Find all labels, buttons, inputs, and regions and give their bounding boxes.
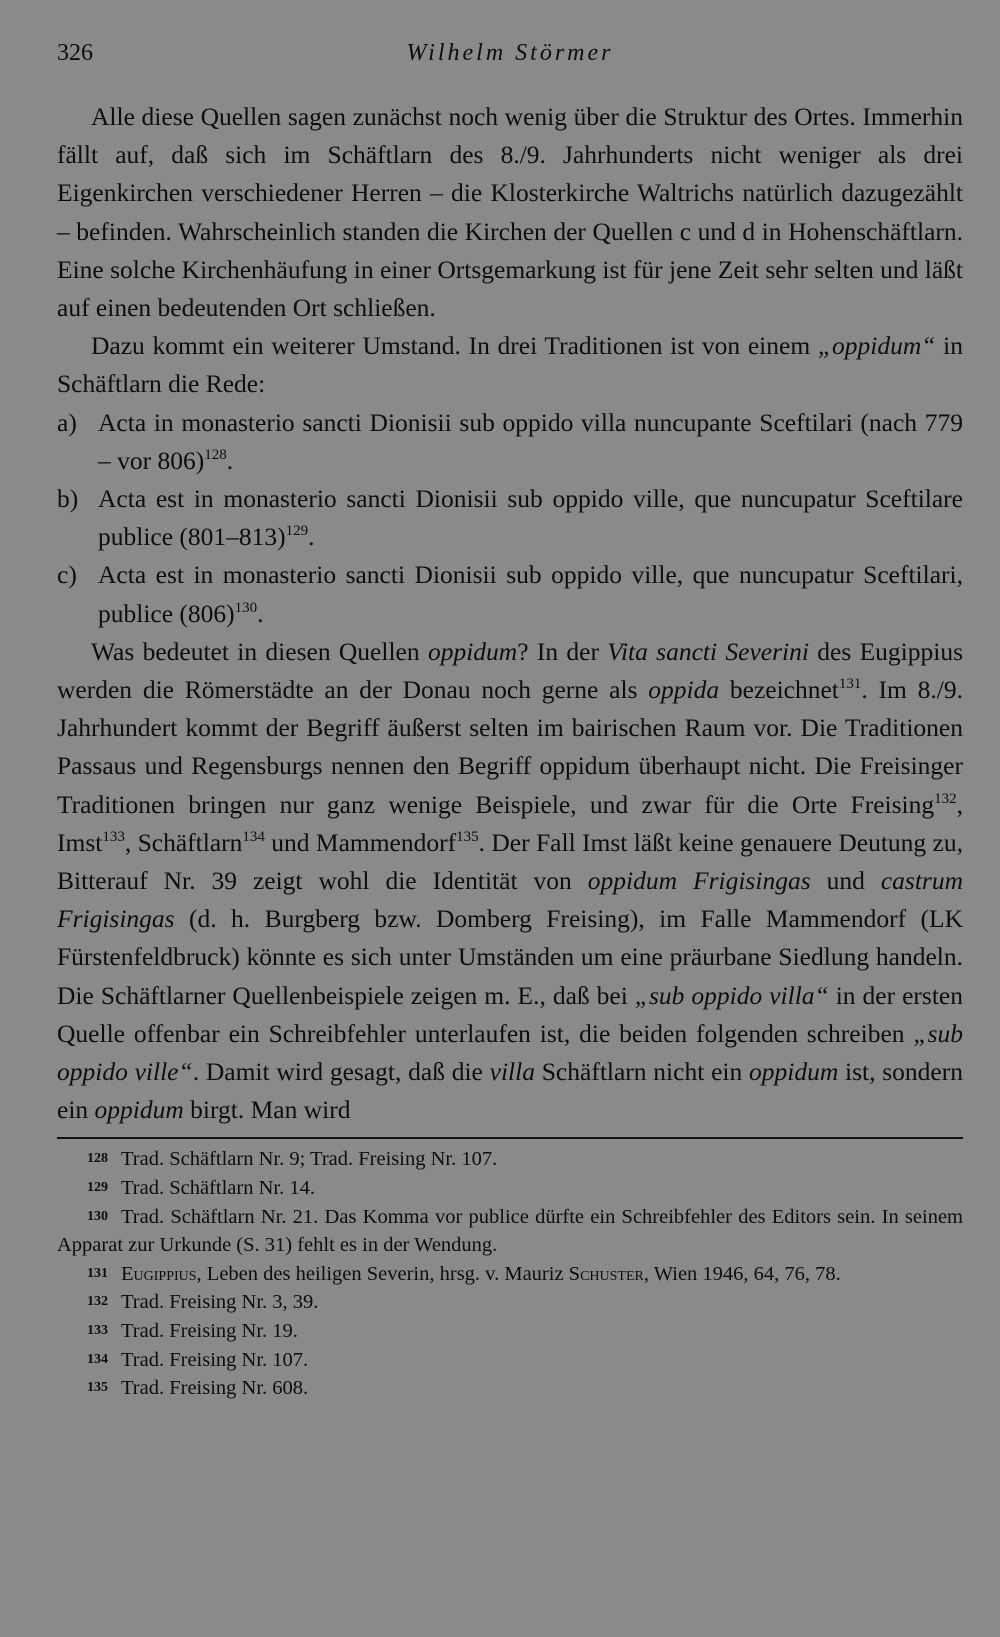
paragraph-2-text: Dazu kommt ein weiterer Umstand. In drei Traditionen ist von einem bbox=[91, 331, 818, 361]
footnote-ref[interactable]: 133 bbox=[102, 828, 125, 845]
list-item-a bbox=[57, 404, 963, 480]
paragraph-3 bbox=[57, 633, 963, 1130]
list-text: Acta in monasterio sancti Dionisii sub oppido villa nuncupante Sceftilari (nach 779 – vor 806) bbox=[98, 407, 963, 475]
footnote-133 bbox=[57, 1317, 963, 1346]
text-run: , Schäftlarn bbox=[124, 827, 243, 857]
text-run: bezeichnet bbox=[719, 675, 839, 705]
editor-name: Schuster bbox=[568, 1262, 644, 1285]
footnote-text: , Leben des heiligen Severin, hrsg. v. Mauriz bbox=[196, 1262, 569, 1285]
page bbox=[57, 36, 963, 1403]
footnote-text: Trad. Freising Nr. 107. bbox=[121, 1348, 309, 1371]
footnote-text: , Wien 1946, 64, 76, 78. bbox=[643, 1262, 841, 1285]
footnote-number: 129 bbox=[87, 1180, 108, 1196]
text-run: ? In der bbox=[517, 636, 608, 666]
footnote-text: Trad. Schäftlarn Nr. 21. Das Komma vor publice dürfte ein Schreibfehler des Editors sein. In seinem Apparat zur Urkunde (S. 31) fehlt es in der Wendung. bbox=[57, 1205, 963, 1257]
list-text-end: . bbox=[257, 598, 264, 628]
text-run: birgt. Man wird bbox=[183, 1095, 351, 1125]
italic-quote: „sub oppido villa“ bbox=[634, 980, 829, 1010]
text-run: und Mammendorf bbox=[264, 827, 457, 857]
italic-term: villa bbox=[489, 1057, 535, 1087]
source-list bbox=[57, 404, 963, 633]
list-text: Acta est in monasterio sancti Dionisii sub oppido ville, que nuncupatur Sceftilare publice (801–813) bbox=[98, 484, 963, 552]
text-run: des Eugippius werden die Römerstädte an der Donau noch gerne als bbox=[57, 636, 964, 705]
footnote-number: 131 bbox=[87, 1265, 108, 1281]
footnote-number: 135 bbox=[87, 1380, 108, 1396]
footnotes bbox=[57, 1145, 963, 1402]
footnote-131 bbox=[57, 1260, 963, 1289]
paragraph-1: Alle diese Quellen sagen zunächst noch wenig über die Struktur des Ortes. Immerhin fällt auf, daß sich im Schäftlarn des 8./9. Jahrhunderts nicht weniger als drei Eigenkirchen verschiedener Herren – die Klosterkirche Waltrichs natürlich dazugezählt – befinden. Wahrscheinlich standen die Kirchen der Quellen c und d in Hohenschäftlarn. Eine solche Kirchenhäufung in einer Ortsgemarkung ist für jene Zeit sehr selten und läßt auf einen bedeutenden Ort schließen. bbox=[57, 102, 963, 323]
footnote-ref[interactable]: 134 bbox=[242, 828, 265, 845]
footnote-132 bbox=[57, 1288, 963, 1317]
page-number: 326 bbox=[57, 40, 93, 66]
text-run: in der ersten Quelle offenbar ein Schreibfehler unterlaufen ist, die beiden folgenden schreiben bbox=[57, 980, 963, 1048]
footnote-divider bbox=[57, 1137, 963, 1139]
footnote-text: Trad. Schäftlarn Nr. 9; Trad. Freising Nr. 107. bbox=[121, 1148, 498, 1171]
list-label: b) bbox=[57, 484, 79, 514]
italic-quote: „sub oppido ville“ bbox=[57, 1018, 963, 1087]
list-item-b bbox=[57, 480, 963, 556]
footnote-ref[interactable]: 132 bbox=[934, 790, 957, 807]
running-header bbox=[57, 36, 963, 76]
text-run: , Imst bbox=[57, 789, 963, 857]
footnote-number: 132 bbox=[87, 1294, 108, 1310]
list-text: Acta est in monasterio sancti Dionisii sub oppido ville, que nuncupatur Sceftilari, publice (806) bbox=[98, 560, 963, 628]
footnote-number: 133 bbox=[87, 1323, 108, 1339]
footnote-135 bbox=[57, 1374, 963, 1403]
body-text bbox=[57, 98, 963, 1129]
list-text-end: . bbox=[308, 522, 315, 552]
italic-term: oppida bbox=[648, 675, 720, 705]
footnote-number: 134 bbox=[87, 1351, 108, 1367]
italic-term: oppidum bbox=[427, 636, 518, 666]
footnote-ref[interactable]: 129 bbox=[285, 523, 309, 540]
running-title: Wilhelm Störmer bbox=[406, 40, 614, 66]
italic-term: oppidum Frigisingas bbox=[587, 866, 811, 896]
footnote-134 bbox=[57, 1346, 963, 1375]
text-run: Schäftlarn nicht ein bbox=[534, 1057, 749, 1087]
footnote-number: 130 bbox=[87, 1208, 108, 1224]
italic-title: Vita sancti Severini bbox=[607, 636, 809, 666]
footnote-text: Trad. Freising Nr. 19. bbox=[121, 1320, 298, 1343]
text-run: und bbox=[810, 866, 881, 896]
author-name: Eugippius bbox=[121, 1262, 197, 1285]
text-run: . Im 8./9. Jahrhundert kommt der Begriff äußerst selten im bairischen Raum vor. Die Traditionen Passaus und Regensburgs nennen den Begriff oppidum überhaupt nicht. Die Freisinger Traditionen bringen nur ganz wenige Beispiele, und zwar für die Orte Freising bbox=[57, 675, 963, 819]
paragraph-2 bbox=[57, 327, 963, 403]
footnote-ref[interactable]: 131 bbox=[838, 676, 862, 693]
paragraph-2-text-end: in Schäftlarn die Rede: bbox=[57, 331, 963, 399]
text-run: ist, sondern ein bbox=[57, 1057, 963, 1125]
footnote-129 bbox=[57, 1174, 963, 1203]
italic-term: oppidum bbox=[94, 1095, 184, 1125]
italic-term: oppidum bbox=[749, 1057, 839, 1087]
footnote-text: Trad. Freising Nr. 3, 39. bbox=[121, 1291, 319, 1314]
text-run: Was bedeutet in diesen Quellen bbox=[91, 636, 428, 666]
italic-term: castrum Frigisingas bbox=[57, 866, 964, 934]
text-run: (d. h. Burgberg bzw. Domberg Freising), im Falle Mammendorf (LK Fürstenfeldbruck) könnte es sich unter Umständen um eine präurbane Siedlung handeln. Die Schäftlarner Quellenbeispiele zeigen m. E., daß bei bbox=[57, 904, 963, 1010]
footnote-number: 128 bbox=[87, 1151, 108, 1167]
text-run: . Der Fall Imst läßt keine genauere Deutung zu, Bitterauf Nr. 39 zeigt wohl die Identität von bbox=[57, 827, 963, 896]
footnote-130 bbox=[57, 1203, 963, 1260]
list-text-end: . bbox=[226, 445, 234, 475]
footnote-ref[interactable]: 128 bbox=[204, 446, 227, 463]
footnote-text: Trad. Schäftlarn Nr. 14. bbox=[121, 1177, 315, 1200]
footnote-text: Trad. Freising Nr. 608. bbox=[121, 1377, 309, 1400]
footnote-ref[interactable]: 130 bbox=[234, 599, 258, 616]
text-run: . Damit wird gesagt, daß die bbox=[192, 1057, 490, 1087]
list-label: a) bbox=[57, 407, 77, 437]
list-label: c) bbox=[57, 560, 77, 590]
footnote-128 bbox=[57, 1145, 963, 1174]
footnote-ref[interactable]: 135 bbox=[456, 828, 479, 845]
list-item-c bbox=[57, 556, 963, 632]
oppidum-term: „oppidum“ bbox=[817, 331, 936, 361]
